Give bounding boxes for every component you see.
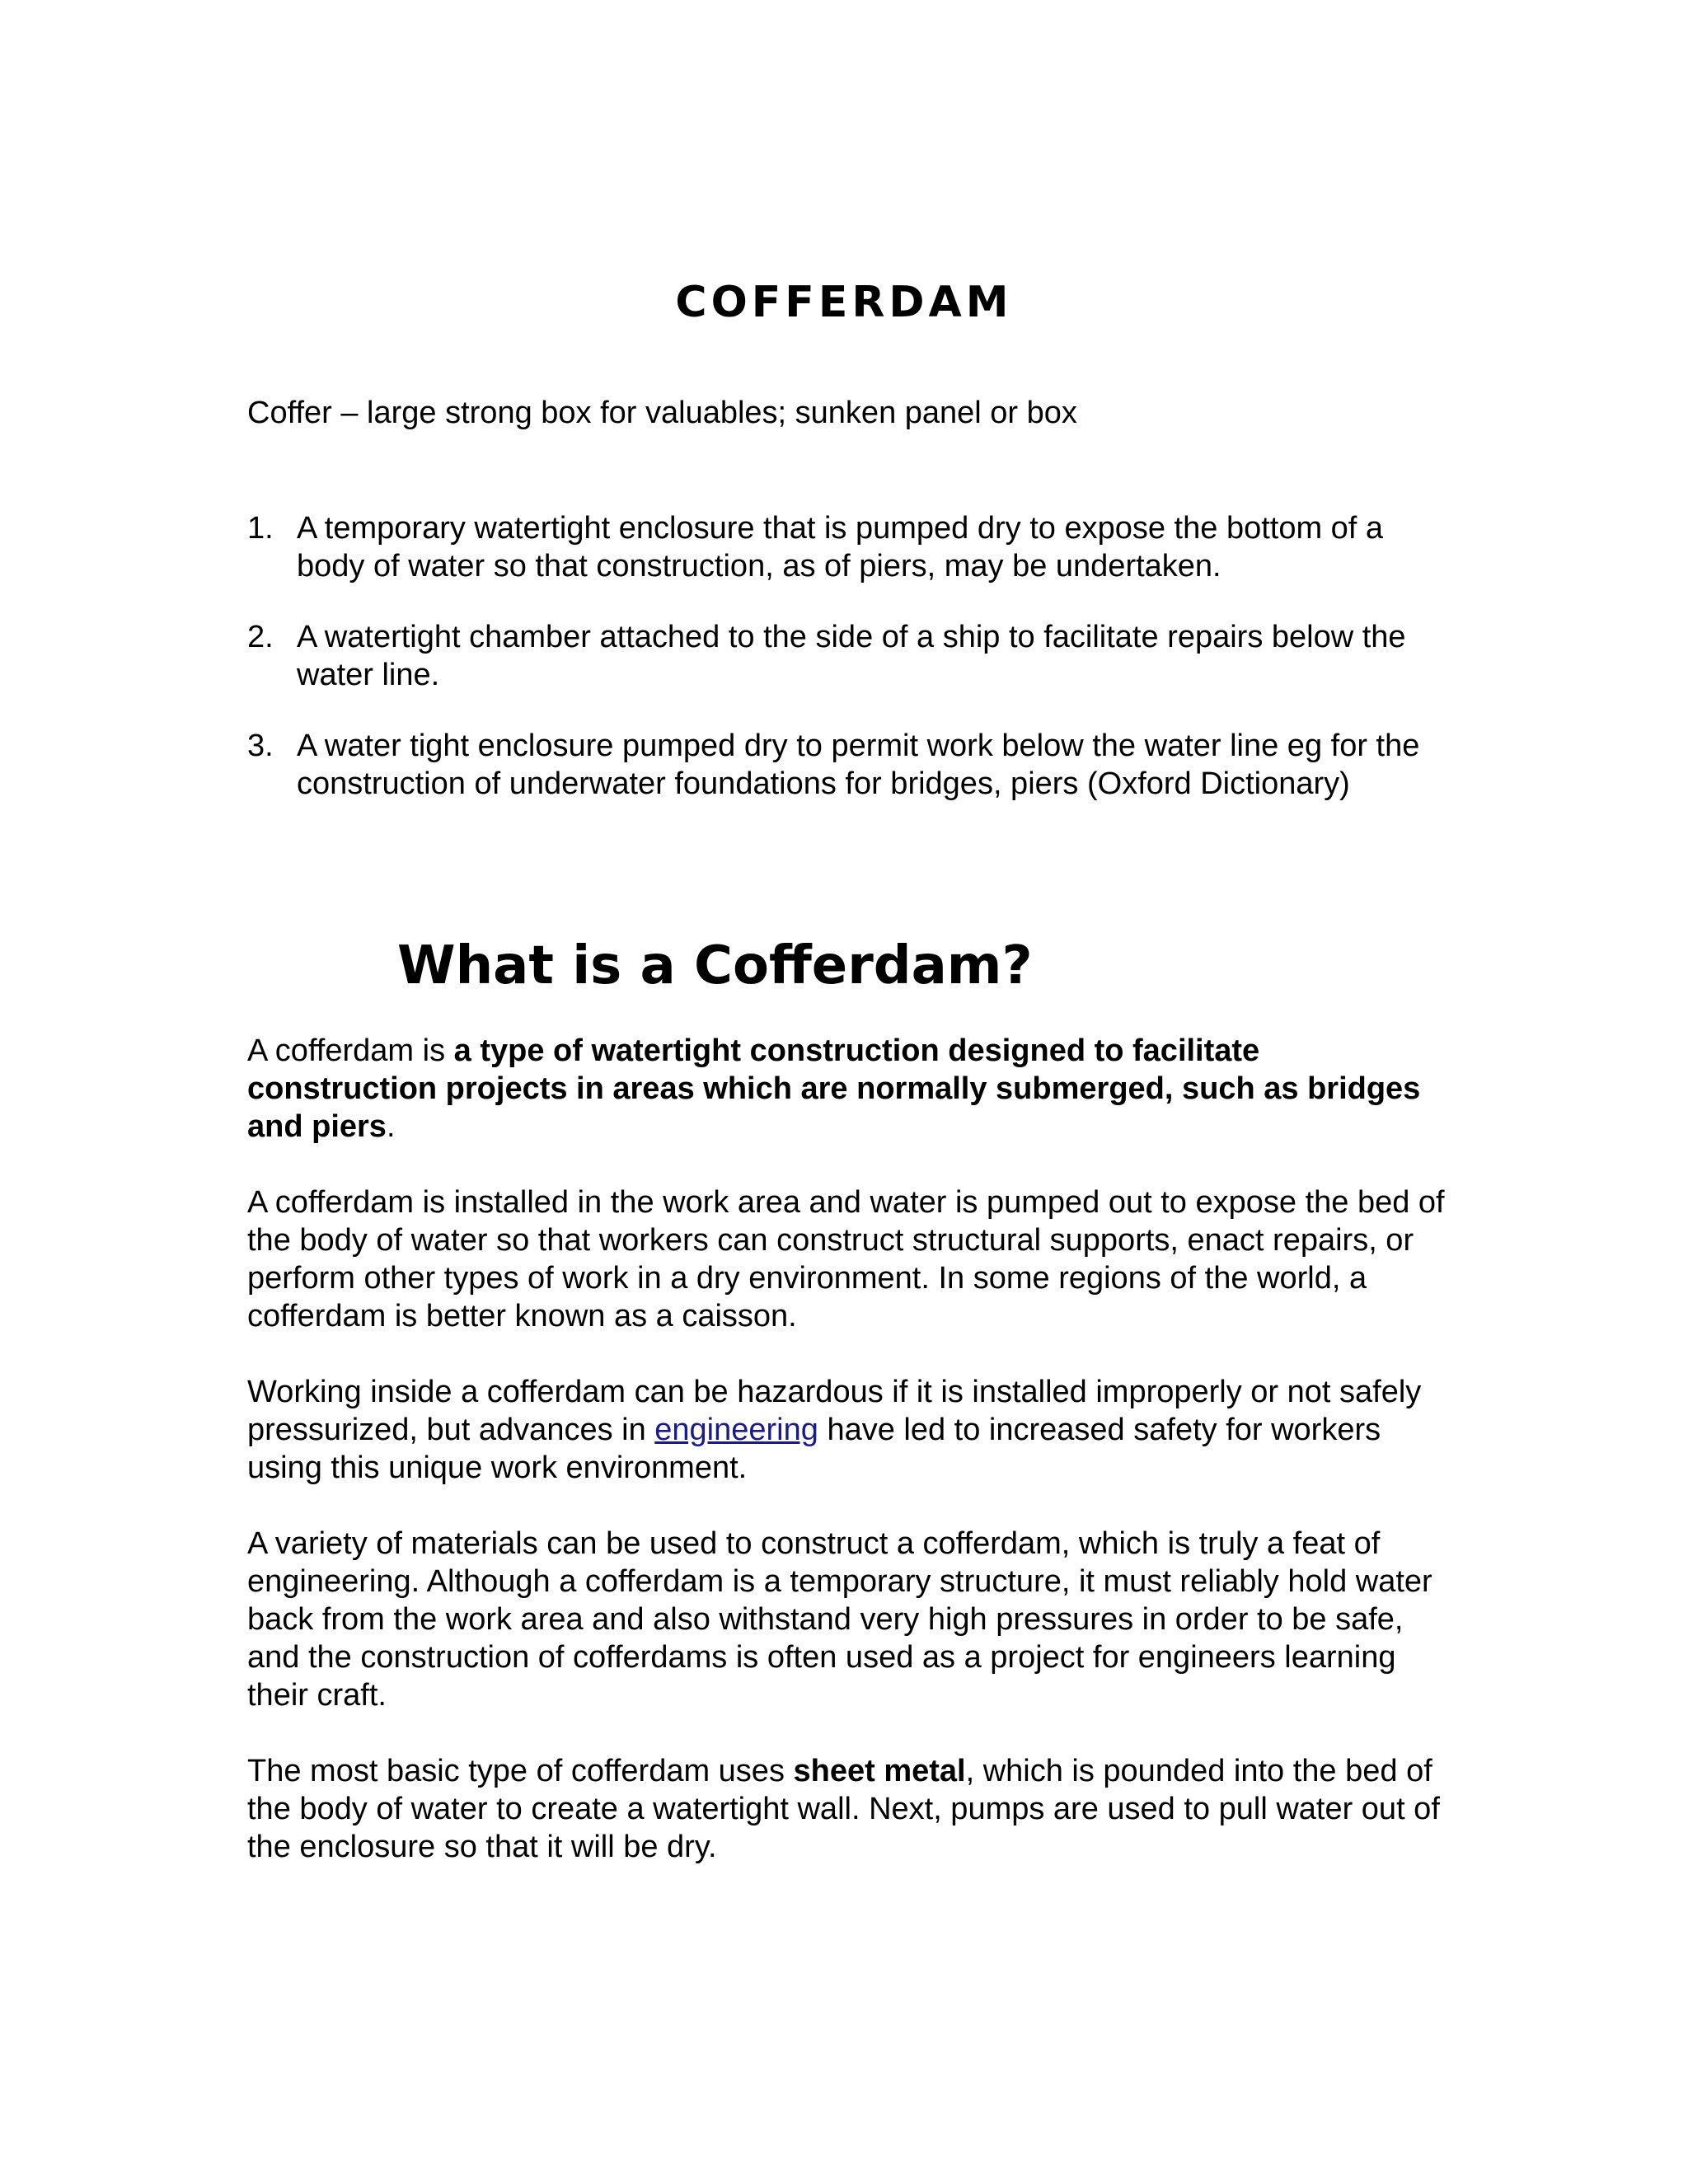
definition-list [247,509,1434,836]
definition-item [247,509,1434,585]
paragraph-materials: A variety of materials can be used to construct a cofferdam, which is truly a feat of engineering. Although a cofferdam is a temporary structure, it must reliably hold water back from the work area and also withstand very high pressures in order to be safe, and the construction of cofferdams is often used as a project for engineers learning their craft. [247,1526,1432,1713]
definition-text: A water tight enclosure pumped dry to permit work below the water line eg for the construction of underwater foundations for bridges, piers (Oxford Dictionary) [297,729,1420,801]
coffer-definition: Coffer – large strong box for valuables; sunken panel or box [247,396,1077,430]
paragraph-installation: A cofferdam is installed in the work area and water is pumped out to expose the bed of the body of water so that workers can construct structural supports, enact repairs, or perform other types of work in a dry environment. In some regions of the world, a cofferdam is better known as a caisson. [247,1185,1445,1333]
definition-item [247,618,1434,694]
definition-number: 1. [247,511,274,546]
sheet-metal-term: sheet metal [793,1754,966,1788]
page-title: COFFERDAM [675,278,1013,327]
paragraph-text: , which is pounded into the bed of the body of water to create a watertight wall. Next, pumps are used to pull water out of the enclosure so that it will be dry. [247,1754,1440,1864]
definition-text: A temporary watertight enclosure that is pumped dry to expose the bottom of a body of water so that construction, as of piers, may be undertaken. [297,511,1384,583]
paragraph-bold-definition: a type of watertight construction designed to facilitate construction projects in areas which are normally submerged, such as bridges and piers [247,1033,1421,1144]
paragraph-tail: . [386,1109,396,1144]
body-text [247,1032,1451,1904]
paragraph-safety [247,1373,1451,1487]
paragraph-text: Working inside a cofferdam can be hazardous if it is installed improperly or not safely pressurized, but advances in [247,1375,1422,1447]
paragraph-lead: A cofferdam is [247,1033,454,1068]
engineering-link[interactable]: engineering [654,1413,818,1447]
definition-item [247,727,1434,803]
paragraph-text: The most basic type of cofferdam uses [247,1754,794,1788]
paragraph-definition [247,1032,1451,1146]
section-heading: What is a Cofferdam? [397,935,1033,996]
paragraph-sheet-metal [247,1752,1451,1866]
definition-text: A watertight chamber attached to the side of a ship to facilitate repairs below the water line. [297,620,1406,692]
definition-number: 2. [247,620,274,654]
definition-number: 3. [247,729,274,763]
paragraph-text: have led to increased safety for workers using this unique work environment. [247,1413,1381,1485]
